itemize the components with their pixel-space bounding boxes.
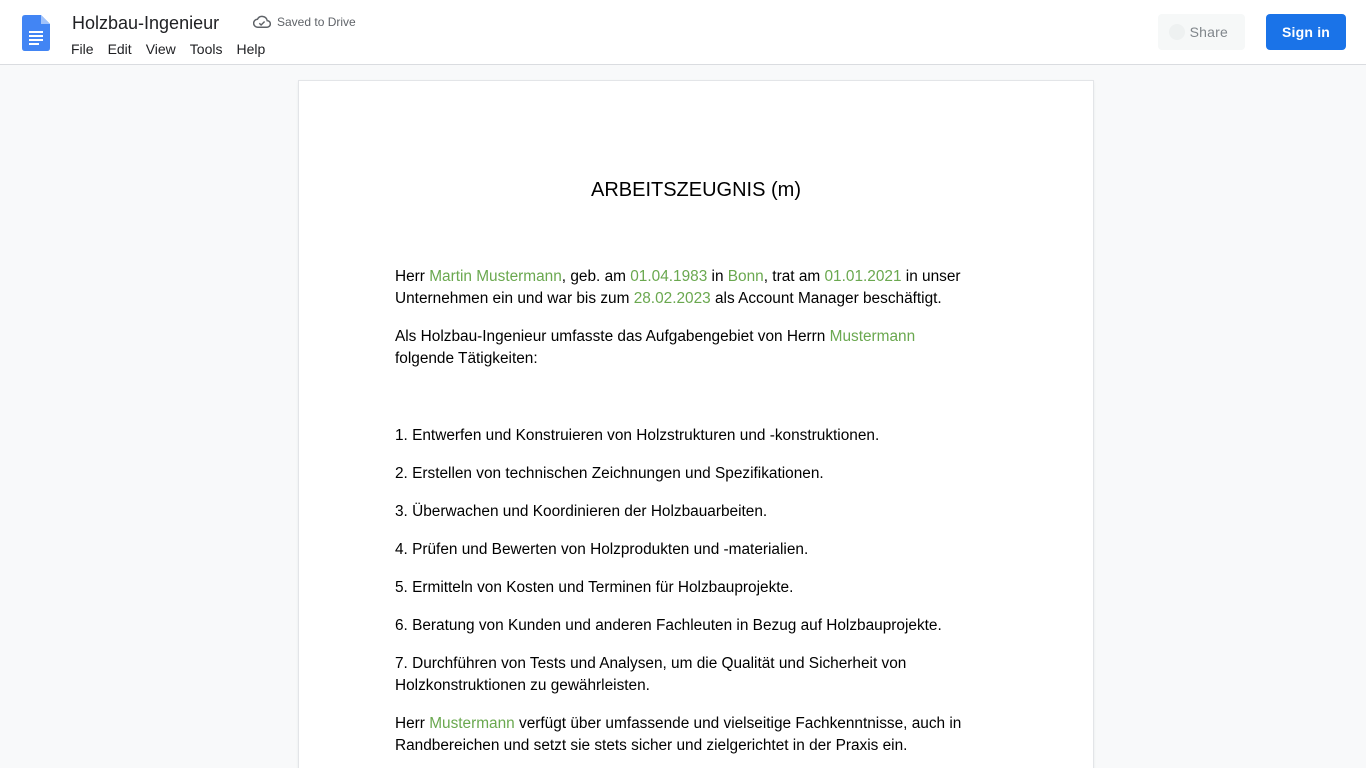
task-item: 3. Überwachen und Koordinieren der Holzbauarbeiten. (395, 503, 768, 520)
employee-surname: Mustermann (429, 715, 515, 732)
closing-paragraph: Herr Mustermann verfügt über umfassende und vielseitige Fachkenntnisse, auch in Randbereichen und setzt sie stets sicher und zielgerichtet in der Praxis ein. (395, 715, 962, 754)
document-page[interactable] (299, 81, 1093, 768)
menu-bar (64, 38, 272, 60)
lock-icon (1169, 24, 1185, 40)
task-item: 4. Prüfen und Bewerten von Holzprodukten und -materialien. (395, 541, 809, 558)
end-date: 28.02.2023 (633, 290, 711, 307)
birth-date: 01.04.1983 (630, 268, 708, 285)
employee-name: Martin Mustermann (429, 268, 562, 285)
scope-paragraph: Als Holzbau-Ingenieur umfasste das Aufgabengebiet von Herrn Mustermann folgende Tätigkeiten: (395, 328, 916, 367)
share-button-label: Share (1189, 24, 1228, 40)
task-item: 5. Ermitteln von Kosten und Terminen für Holzbauprojekte. (395, 579, 794, 596)
start-date: 01.01.2021 (824, 268, 902, 285)
intro-paragraph: Herr Martin Mustermann, geb. am 01.04.1983 in Bonn, trat am 01.01.2021 in unser Unternehmen ein und war bis zum 28.02.2023 als Account Manager beschäftigt. (395, 268, 961, 307)
save-status[interactable] (253, 13, 356, 31)
document-title[interactable]: Holzbau-Ingenieur (72, 13, 220, 33)
menu-view[interactable]: View (145, 41, 176, 57)
menu-tools[interactable]: Tools (189, 41, 223, 57)
share-button[interactable] (1158, 14, 1245, 50)
menu-help[interactable]: Help (236, 41, 266, 57)
save-status-label: Saved to Drive (277, 15, 356, 29)
task-item: 7. Durchführen von Tests und Analysen, um die Qualität und Sicherheit von Holzkonstruktionen zu gewährleisten. (395, 655, 907, 694)
sign-in-button[interactable]: Sign in (1266, 14, 1346, 50)
task-item: 1. Entwerfen und Konstruieren von Holzstrukturen und -konstruktionen. (395, 427, 880, 444)
menu-file[interactable]: File (71, 41, 94, 57)
employee-surname: Mustermann (829, 328, 916, 345)
document-heading: ARBEITSZEUGNIS (m) (590, 179, 801, 201)
task-item: 2. Erstellen von technischen Zeichnungen und Spezifikationen. (395, 465, 824, 482)
docs-logo-icon[interactable] (22, 15, 50, 51)
task-item: 6. Beratung von Kunden und anderen Fachleuten in Bezug auf Holzbauprojekte. (395, 617, 942, 634)
menu-edit[interactable]: Edit (107, 41, 132, 57)
app-header (0, 0, 1366, 65)
birth-place: Bonn (727, 268, 764, 285)
cloud-done-icon (253, 15, 271, 29)
